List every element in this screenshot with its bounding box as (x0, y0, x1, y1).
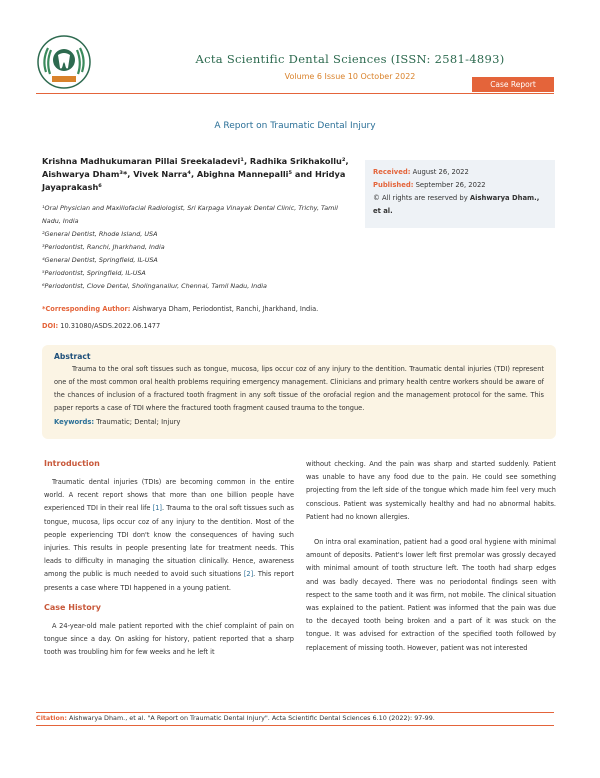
journal-logo-icon (36, 34, 92, 90)
affiliation-list (42, 202, 354, 293)
keywords (54, 418, 544, 426)
article-title: A Report on Traumatic Dental Injury (214, 121, 376, 131)
affiliation-item: ⁶Periodontist, Clove Dental, Sholinganallur, Chennai, Tamil Nadu, India (42, 282, 267, 290)
affiliation-item: ³Periodontist, Ranchi, Jharkhand, India (42, 243, 165, 251)
case-report-badge: Case Report (472, 77, 554, 92)
doi-label: DOI: (42, 322, 59, 330)
introduction-heading: Introduction (44, 459, 100, 468)
citation (36, 714, 554, 722)
abstract-box (42, 345, 556, 439)
journal-issue: Volume 6 Issue 10 October 2022 (284, 72, 416, 81)
corresponding-author-label: *Corresponding Author: (42, 305, 131, 313)
citation-text: Aishwarya Dham., et al. "A Report on Traumatic Dental Injury". Acta Scientific Dental Sciences 6.10 (2022): 97-99. (67, 714, 435, 722)
citation-label: Citation: (36, 714, 67, 722)
body-left-column (44, 458, 294, 659)
case-history-paragraph: A 24-year-old male patient reported with the chief complaint of pain on tongue since a day. On asking for history, patient reported that a sharp tooth was troubling him for few weeks and he left it (44, 621, 294, 657)
case-history-heading: Case History (44, 602, 101, 612)
introduction-paragraph: Traumatic dental injuries (TDIs) are becoming common in the entire world. A recent report shows that more than one billion people have experienced TDI in their real life [1]. Trauma to the oral soft tissues such as tongue, mucosa, lips occur coz of any injury to the dentition. Most of the people experiencing TDI don't know the consequences of having such injuries. This results in people presenting late for treatment needs. This leads to difficulty in managing the situation clinically. Hence, awareness among the public is much needed to avoid such situations [2]. This report presents a case where TDI happened in a young patient. (44, 478, 295, 592)
doi (42, 322, 372, 330)
received-date: Received: August 26, 2022 (373, 168, 469, 176)
case-paragraph: without checking. And the pain was sharp and started suddenly. Patient was unable to have any food due to the pain. He could see something projecting from the left side of the tongue which made him feel very much conscious. Patient was systemically healthy and had no abnormal habits. Patient had no known allergies. (306, 460, 556, 521)
doi-value[interactable]: 10.31080/ASDS.2022.06.1477 (58, 322, 161, 330)
corresponding-author (42, 305, 372, 313)
footer-divider (36, 725, 554, 726)
reference-link[interactable]: [2] (243, 570, 254, 579)
journal-title: Acta Scientific Dental Sciences (ISSN: 2581-4893) (195, 52, 505, 66)
copyright-notice: © All rights are reserved by Aishwarya Dham., et al. (373, 194, 540, 215)
body-right-column (306, 458, 556, 655)
affiliation-item: ¹Oral Physician and Maxillofacial Radiologist, Sri Karpaga Vinayak Dental Clinic, Trichy, Tamil Nadu, India (42, 204, 338, 225)
article-dates-box (365, 160, 555, 228)
affiliation-item: ²General Dentist, Rhode Island, USA (42, 230, 158, 238)
header-divider (36, 93, 554, 94)
affiliation-item: ⁵Periodontist, Springfield, IL-USA (42, 269, 146, 277)
case-paragraph: On intra oral examination, patient had a good oral hygiene with minimal amount of deposits. Patient's lower left first premolar was grossly decayed with minimal amount of tooth structure left. The tooth had sharp edges and was badly decayed. There was no periodontal findings seen with respect to the same tooth and it was firm, not mobile. The clinical situation was explained to the patient. Patient was informed that the pain was due to the decayed tooth being broken and a part of it was stuck on the tongue. It was advised for extraction of the specified tooth followed by replacement of missing tooth. However, patient was not interested (306, 538, 556, 652)
abstract-heading: Abstract (54, 352, 91, 361)
author-list: Krishna Madhukumaran Pillai Sreekaladevi¹, Radhika Srikhakollu², Aishwarya Dham³*, Vivek Narra⁴, Abighna Mannepalli⁵ and Hridya Jayaprakash⁶ (42, 156, 349, 192)
published-date: Published: September 26, 2022 (373, 181, 486, 189)
footer-divider (36, 712, 554, 713)
keywords-value: Traumatic; Dental; Injury (94, 418, 181, 426)
abstract-text: Trauma to the oral soft tissues such as tongue, mucosa, lips occur coz of any injury to the dentition. Traumatic dental injuries (TDI) represent one of the most common oral health problems requiring emergency management. Clinicians and primary health centre workers should be aware of the chances of inclusion of a fractured tooth fragment in any soft tissue of the orofacial region and the management protocol for the same. This paper reports a case of TDI where the fractured tooth fragment caused trauma to the tongue. (54, 365, 544, 412)
corresponding-author-text: Aishwarya Dham, Periodontist, Ranchi, Jharkhand, India. (130, 305, 319, 313)
affiliation-item: ⁴General Dentist, Springfield, IL-USA (42, 256, 158, 264)
keywords-label: Keywords: (54, 418, 95, 426)
reference-link[interactable]: [1] (152, 504, 162, 513)
